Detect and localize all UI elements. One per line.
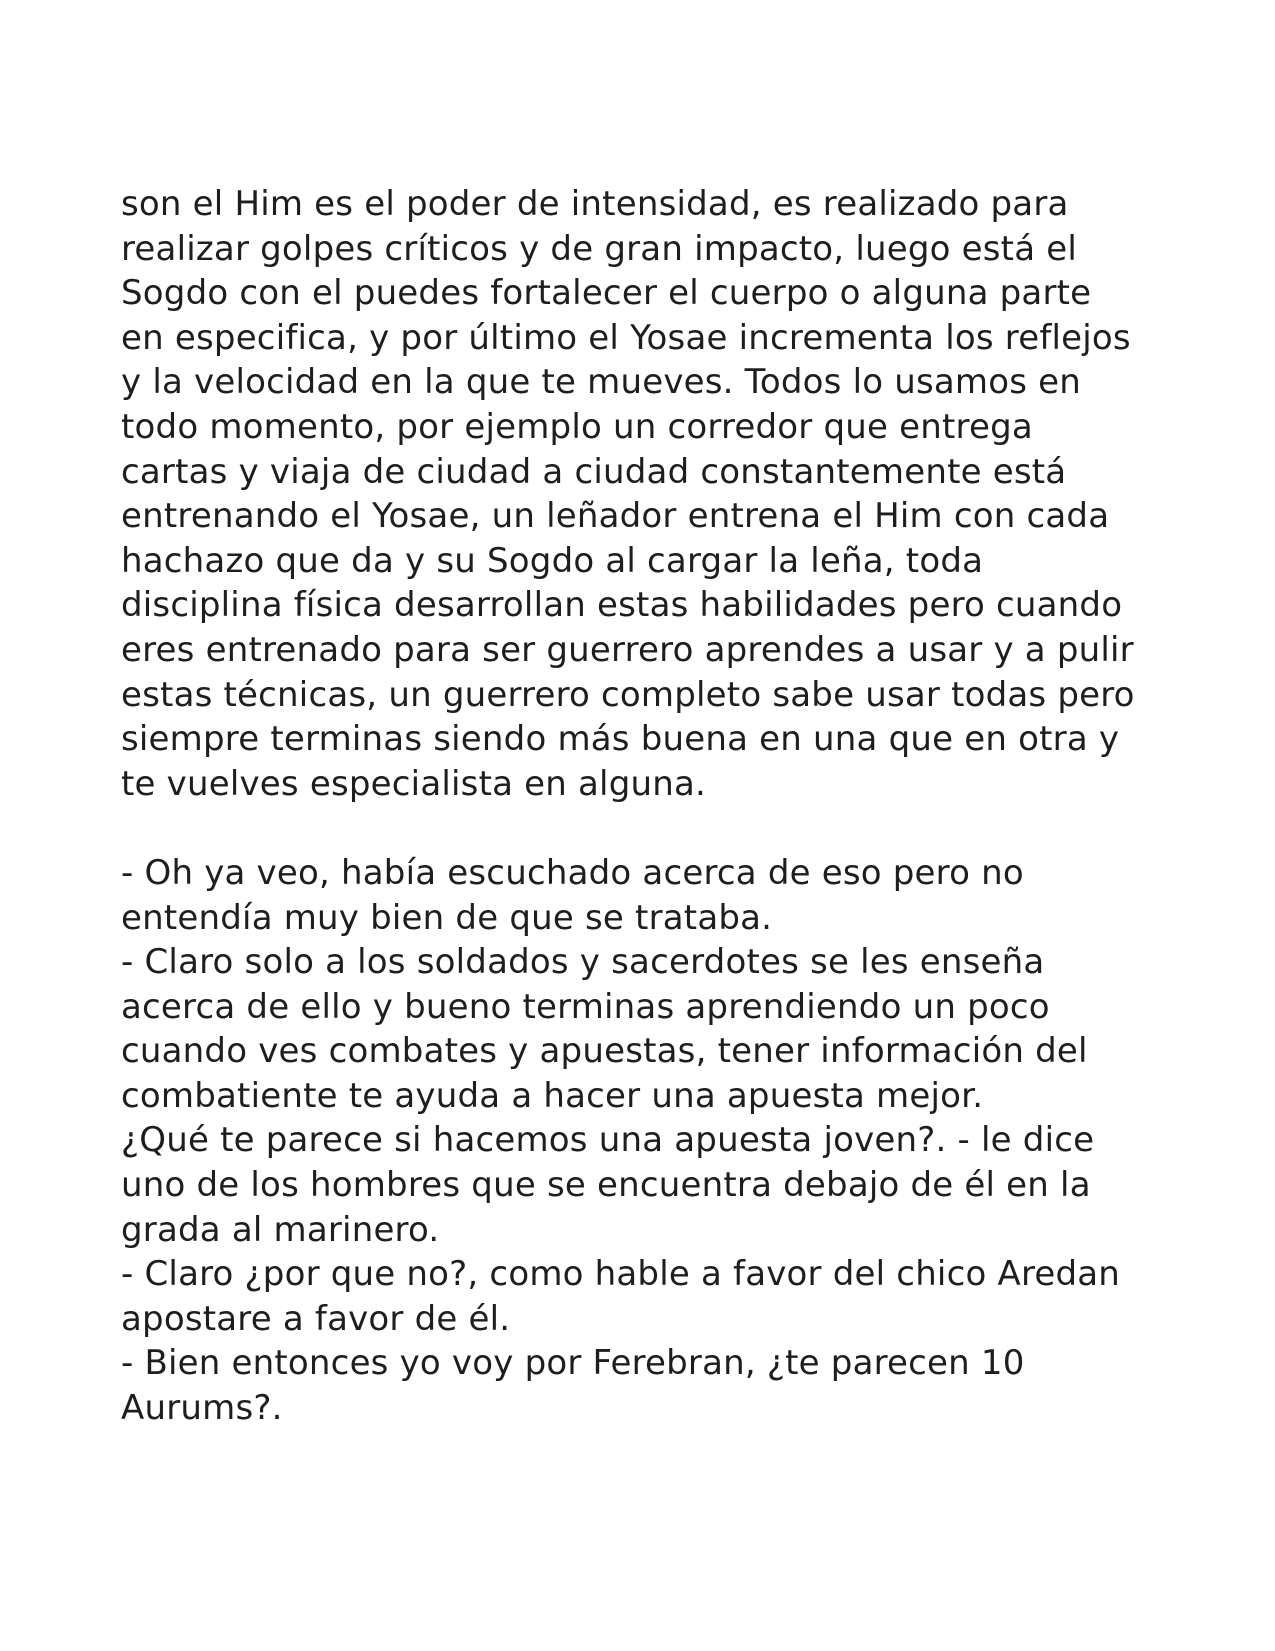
- text-line: eres entrenado para ser guerrero aprendes a usar y a pulir: [121, 629, 1134, 670]
- text-line: entendía muy bien de que se trataba.: [121, 897, 773, 938]
- text-line: uno de los hombres que se encuentra debajo de él en la: [121, 1165, 1091, 1206]
- text-line: te vuelves especialista en alguna.: [121, 763, 707, 804]
- paragraph-gap: [121, 806, 1211, 851]
- text-line: Aurums?.: [121, 1388, 283, 1429]
- text-line: ¿Qué te parece si hacemos una apuesta joven?. - le dice: [121, 1120, 1095, 1161]
- text-line: cuando ves combates y apuestas, tener información del: [121, 1031, 1088, 1072]
- text-line: siempre terminas siendo más buena en una que en otra y: [121, 719, 1120, 760]
- text-line: entrenando el Yosae, un leñador entrena el Him con cada: [121, 496, 1110, 537]
- text-line: - Oh ya veo, había escuchado acerca de eso pero no: [121, 852, 1024, 893]
- text-line: realizar golpes críticos y de gran impacto, luego está el: [121, 228, 1077, 269]
- text-line: grada al marinero.: [121, 1209, 440, 1250]
- text-line: todo momento, por ejemplo un corredor que entrega: [121, 406, 1033, 447]
- text-line: son el Him es el poder de intensidad, es realizado para: [121, 184, 1069, 224]
- text-line: disciplina física desarrollan estas habilidades pero cuando: [121, 585, 1123, 626]
- text-line: apostare a favor de él.: [121, 1298, 511, 1339]
- text-line: y la velocidad en la que te mueves. Todos lo usamos en: [121, 362, 1082, 403]
- text-line: - Claro ¿por que no?, como hable a favor del chico Aredan: [121, 1254, 1121, 1295]
- text-line: Sogdo con el puedes fortalecer el cuerpo o alguna parte: [121, 273, 1092, 314]
- text-line: en especifica, y por último el Yosae incrementa los reflejos: [121, 317, 1131, 358]
- text-line: estas técnicas, un guerrero completo sabe usar todas pero: [121, 674, 1135, 715]
- paragraph-narration: [121, 182, 1211, 806]
- paragraph-dialogue: [121, 851, 1211, 1431]
- text-line: - Bien entonces yo voy por Ferebran, ¿te parecen 10: [121, 1343, 1025, 1384]
- body-text: [121, 182, 1211, 1431]
- text-line: acerca de ello y bueno terminas aprendiendo un poco: [121, 986, 1050, 1027]
- text-line: - Claro solo a los soldados y sacerdotes se les enseña: [121, 942, 1045, 983]
- text-line: hachazo que da y su Sogdo al cargar la leña, toda: [121, 540, 984, 581]
- text-line: combatiente te ayuda a hacer una apuesta mejor.: [121, 1075, 984, 1116]
- text-line: cartas y viaja de ciudad a ciudad constantemente está: [121, 451, 1067, 492]
